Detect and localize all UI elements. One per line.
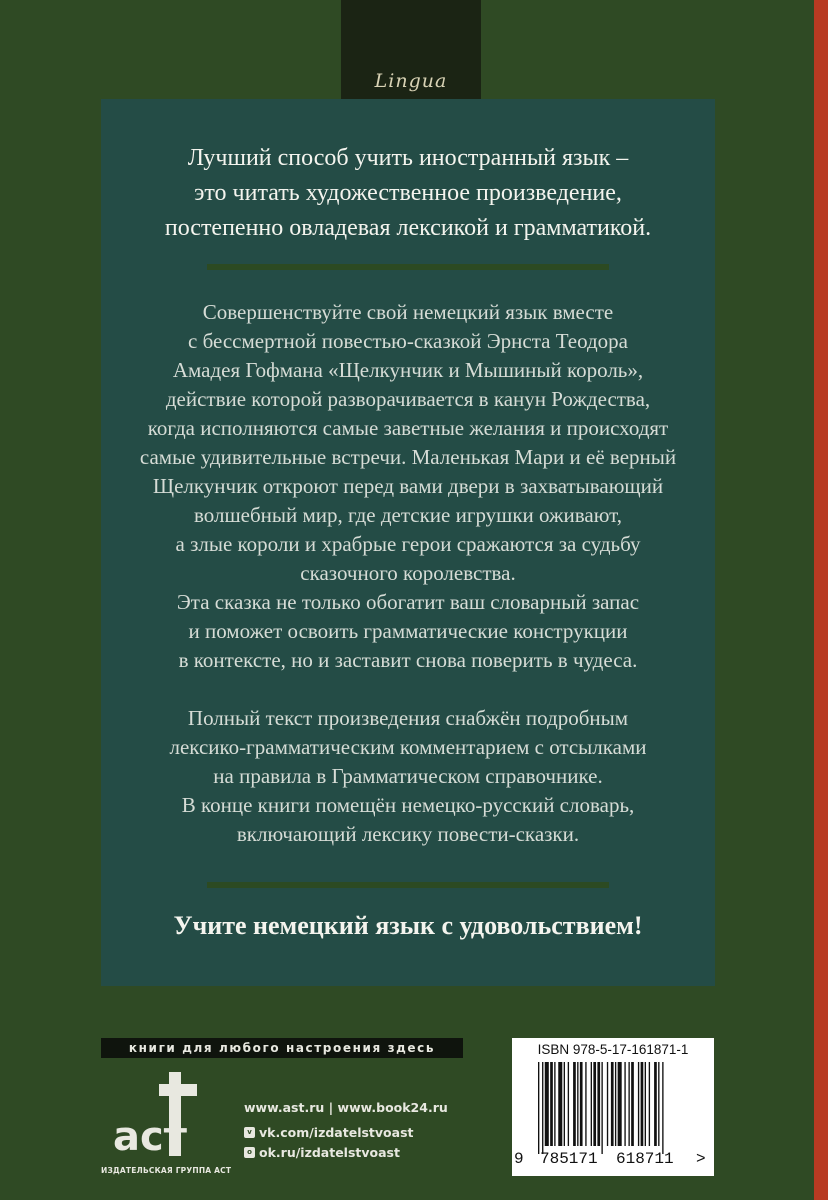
barcode-bar xyxy=(624,1062,625,1146)
description-paragraph xyxy=(101,298,715,675)
barcode-bar xyxy=(591,1062,592,1146)
divider-top xyxy=(207,264,609,270)
barcode-bar xyxy=(564,1062,565,1146)
lead-line: Лучший способ учить иностранный язык – xyxy=(187,145,629,171)
barcode-bar xyxy=(550,1062,553,1146)
commentary-line: включающий лексику повести-сказки. xyxy=(236,822,580,846)
tagline-bar: книги для любого настроения здесь xyxy=(101,1038,463,1058)
barcode-bar xyxy=(577,1062,578,1146)
barcode-bar xyxy=(542,1062,543,1154)
barcode-end-marker: > xyxy=(696,1150,706,1168)
commentary-line: В конце книги помещён немецко-русский словарь, xyxy=(181,793,635,817)
description-line: Щелкунчик откроют перед вами двери в захватывающий xyxy=(152,474,664,498)
barcode-bar xyxy=(638,1062,639,1146)
description-line: самые удивительные встречи. Маленькая Мари и её верный xyxy=(139,445,677,469)
lead-text xyxy=(101,141,715,246)
barcode-bar xyxy=(573,1062,576,1146)
commentary-paragraph xyxy=(101,704,715,849)
ok-link[interactable] xyxy=(244,1142,448,1162)
barcode-bar xyxy=(585,1062,586,1146)
ast-logo-icon xyxy=(107,1064,219,1164)
divider-bottom xyxy=(207,882,609,888)
barcode-box xyxy=(512,1038,714,1176)
slogan: Учите немецкий язык с удовольствием! xyxy=(173,911,643,940)
barcode-bar xyxy=(654,1062,657,1146)
isbn-label: ISBN 978-5-17-161871-1 xyxy=(537,1042,689,1057)
barcode-bar xyxy=(607,1062,608,1146)
commentary-line: лексико-грамматическим комментарием с отсылками xyxy=(169,735,647,759)
description-line: Амадея Гофмана «Щелкунчик и Мышиный король», xyxy=(172,358,644,382)
commentary-line: на правила в Грамматическом справочнике. xyxy=(213,764,603,788)
barcode-bar xyxy=(649,1062,650,1146)
ast-logo-text: аст xyxy=(113,1114,187,1160)
barcode-bars xyxy=(524,1062,704,1154)
spine-stripe xyxy=(814,0,828,1200)
series-logo: Lingua xyxy=(374,70,448,92)
barcode-bar xyxy=(538,1062,539,1154)
lead-line: постепенно овладевая лексикой и грамматикой. xyxy=(164,215,652,241)
vk-link-text: vk.com/izdatelstvoast xyxy=(259,1124,414,1140)
description-line: когда исполняются самые заветные желания и происходят xyxy=(147,416,669,440)
barcode-bar xyxy=(628,1062,629,1146)
barcode-bar xyxy=(662,1062,663,1154)
barcode-bar xyxy=(601,1062,602,1154)
publisher-links xyxy=(244,1097,448,1162)
description-line: в контексте, но и заставит снова поверить в чудеса. xyxy=(178,648,638,672)
barcode-digits-right: 618711 xyxy=(616,1150,674,1168)
description-line: Эта сказка не только обогатит ваш словарный запас xyxy=(176,590,640,614)
barcode-bar xyxy=(593,1062,596,1146)
barcode-bar xyxy=(558,1062,562,1146)
barcode-bar xyxy=(615,1062,616,1146)
lead-line: это читать художественное произведение, xyxy=(194,180,622,206)
description-line: с бессмертной повестью-сказкой Эрнста Теодора xyxy=(188,329,628,353)
barcode-bar xyxy=(580,1062,583,1146)
description-line: и поможет освоить грамматические конструкции xyxy=(188,619,628,643)
description-line: действие которой разворачивается в канун Рождества, xyxy=(165,387,651,411)
barcode-bar xyxy=(611,1062,614,1146)
barcode-bar xyxy=(545,1062,549,1146)
barcode-bar xyxy=(568,1062,569,1146)
barcode-bar xyxy=(658,1062,659,1146)
description-line: Совершенствуйте свой немецкий язык вместе xyxy=(202,300,614,324)
barcode-bar xyxy=(645,1062,646,1146)
barcode-bar xyxy=(641,1062,644,1146)
barcode-bar xyxy=(597,1062,600,1146)
barcode-digit-first: 9 xyxy=(514,1150,524,1168)
vk-link[interactable] xyxy=(244,1122,448,1142)
description-line: волшебный мир, где детские игрушки оживают, xyxy=(194,503,622,527)
barcode-digits-left: 785171 xyxy=(540,1150,598,1168)
description-line: сказочного королевства. xyxy=(300,561,516,585)
barcode-bar xyxy=(618,1062,622,1146)
barcode-bar xyxy=(554,1062,555,1146)
description-line: а злые короли и храбрые герои сражаются за судьбу xyxy=(175,532,641,556)
ok-link-text: ok.ru/izdatelstvoast xyxy=(259,1144,400,1160)
commentary-line: Полный текст произведения снабжён подробным xyxy=(187,706,629,730)
websites[interactable]: www.ast.ru | www.book24.ru xyxy=(244,1099,448,1115)
barcode-bar xyxy=(631,1062,634,1146)
ok-icon: o xyxy=(244,1147,255,1158)
publisher-name: ИЗДАТЕЛЬСКАЯ ГРУППА АСТ xyxy=(101,1166,232,1175)
vk-icon: v xyxy=(244,1127,255,1138)
description-panel xyxy=(101,99,715,986)
